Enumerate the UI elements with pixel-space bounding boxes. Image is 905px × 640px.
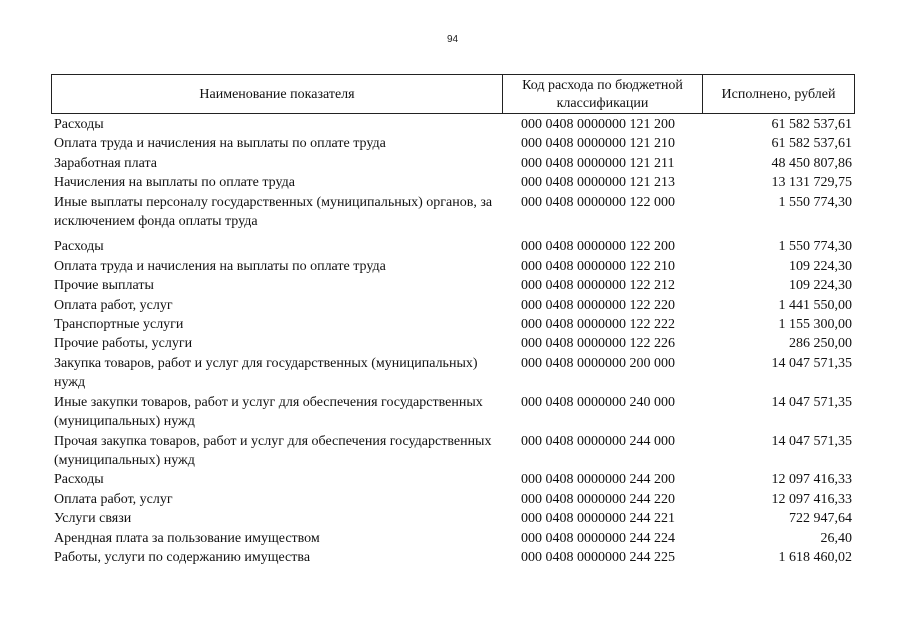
table-row — [54, 296, 852, 315]
row-name: Заработная плата — [54, 155, 157, 171]
row-code: 000 0408 0000000 121 210 — [521, 136, 675, 152]
row-amount: 1 550 774,30 — [778, 194, 852, 210]
table-row — [54, 276, 852, 295]
row-name: Иные закупки товаров, работ и услуг для обеспечения государственных (муниципальных) нужд — [54, 394, 483, 430]
table-row — [54, 509, 852, 528]
row-code: 000 0408 0000000 244 200 — [521, 472, 675, 488]
row-amount: 13 131 729,75 — [771, 175, 852, 191]
row-amount: 12 097 416,33 — [771, 491, 852, 507]
table-header — [51, 74, 855, 114]
row-code: 000 0408 0000000 122 000 — [521, 194, 675, 210]
table-row — [54, 490, 852, 509]
row-code: 000 0408 0000000 122 220 — [521, 297, 675, 313]
row-name: Закупка товаров, работ и услуг для государственных (муниципальных) нужд — [54, 355, 478, 391]
table-row — [54, 432, 852, 471]
table-row — [54, 470, 852, 489]
table-row — [54, 529, 852, 548]
row-name: Прочая закупка товаров, работ и услуг для обеспечения государственных (муниципальных) нужд — [54, 433, 492, 468]
row-name: Оплата работ, услуг — [54, 297, 173, 313]
row-code: 000 0408 0000000 121 200 — [521, 117, 675, 132]
row-name: Оплата труда и начисления на выплаты по оплате труда — [54, 136, 386, 152]
row-amount: 26,40 — [820, 530, 852, 546]
row-amount: 286 250,00 — [789, 336, 852, 352]
row-name: Расходы — [54, 472, 104, 488]
row-amount: 109 224,30 — [789, 278, 852, 294]
row-code: 000 0408 0000000 244 220 — [521, 491, 675, 507]
table-row — [54, 193, 852, 232]
table-row — [54, 548, 852, 567]
row-amount: 14 047 571,35 — [771, 394, 852, 410]
row-amount: 48 450 807,86 — [771, 155, 852, 171]
table-row — [54, 334, 852, 353]
row-amount: 14 047 571,35 — [771, 433, 852, 449]
row-amount: 1 618 460,02 — [778, 549, 852, 565]
row-name: Иные выплаты персоналу государственных (муниципальных) органов, за исключением фонда оплаты труда — [54, 194, 493, 230]
row-code: 000 0408 0000000 122 226 — [521, 336, 675, 352]
row-name: Услуги связи — [54, 511, 132, 527]
table-row — [54, 154, 852, 173]
row-name: Оплата работ, услуг — [54, 491, 173, 507]
table-row — [54, 115, 852, 134]
row-code: 000 0408 0000000 122 212 — [521, 278, 675, 294]
table-row — [54, 315, 852, 334]
row-amount: 1 155 300,00 — [778, 317, 852, 333]
header-code: Код расхода по бюджетной классификации — [503, 75, 703, 113]
table-row — [54, 257, 852, 276]
page-number: 94 — [446, 34, 459, 45]
row-amount: 1 550 774,30 — [778, 239, 852, 255]
row-name: Работы, услуги по содержанию имущества — [54, 549, 311, 565]
header-name: Наименование показателя — [52, 75, 503, 113]
row-code: 000 0408 0000000 200 000 — [521, 355, 675, 371]
row-code: 000 0408 0000000 240 000 — [521, 394, 675, 410]
row-name: Оплата труда и начисления на выплаты по оплате труда — [54, 258, 386, 274]
table-row — [54, 237, 852, 256]
row-code: 000 0408 0000000 122 210 — [521, 258, 675, 274]
table-row — [54, 393, 852, 432]
row-amount: 61 582 537,61 — [771, 117, 852, 132]
row-code: 000 0408 0000000 244 221 — [521, 511, 675, 527]
row-code: 000 0408 0000000 122 200 — [521, 239, 675, 255]
table-body — [54, 115, 852, 567]
row-name: Транспортные услуги — [54, 317, 184, 333]
row-code: 000 0408 0000000 244 224 — [521, 530, 675, 546]
row-amount: 1 441 550,00 — [778, 297, 852, 313]
row-code: 000 0408 0000000 121 211 — [521, 155, 675, 171]
table-row — [54, 354, 852, 393]
header-amount: Исполнено, рублей — [721, 87, 836, 102]
row-name: Арендная плата за пользование имуществом — [54, 530, 320, 546]
row-amount: 722 947,64 — [789, 511, 852, 527]
row-amount: 14 047 571,35 — [771, 355, 852, 371]
row-name: Прочие работы, услуги — [54, 336, 193, 352]
row-code: 000 0408 0000000 121 213 — [521, 175, 675, 191]
row-name: Расходы — [54, 117, 104, 132]
row-amount: 61 582 537,61 — [771, 136, 852, 152]
row-amount: 109 224,30 — [789, 258, 852, 274]
row-amount: 12 097 416,33 — [771, 472, 852, 488]
table-row — [54, 134, 852, 153]
row-name: Прочие выплаты — [54, 278, 154, 294]
row-name: Начисления на выплаты по оплате труда — [54, 175, 295, 191]
row-code: 000 0408 0000000 244 000 — [521, 433, 675, 449]
table-row — [54, 173, 852, 192]
row-code: 000 0408 0000000 122 222 — [521, 317, 675, 333]
row-code: 000 0408 0000000 244 225 — [521, 549, 675, 565]
row-name: Расходы — [54, 239, 104, 255]
